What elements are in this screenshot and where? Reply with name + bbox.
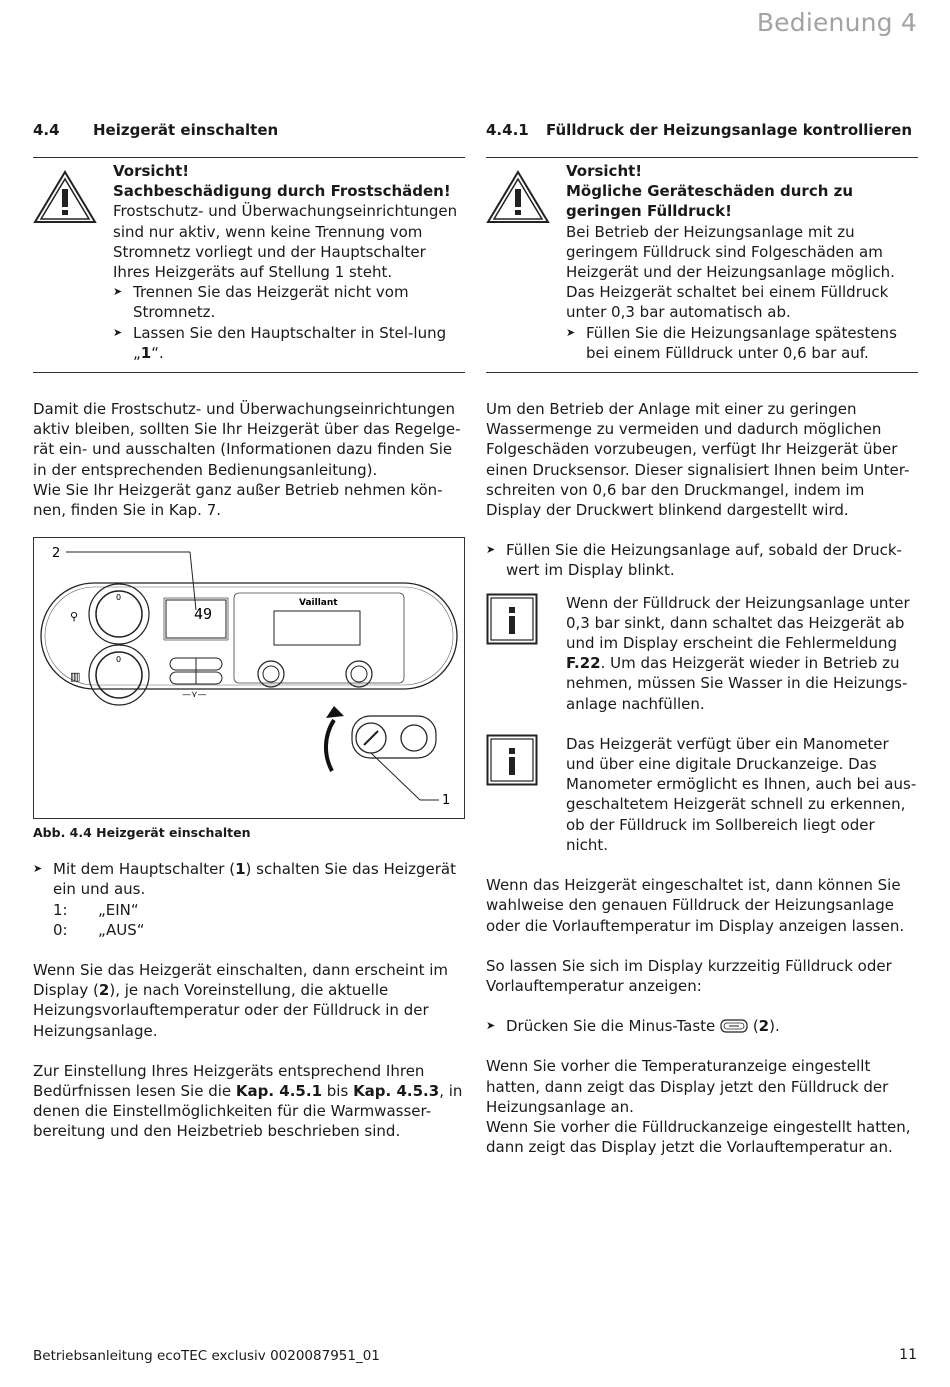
paragraph: Wenn Sie das Heizgerät einschalten, dann erscheint im Display (2), je nach Voreinstellung, die aktuelle Heizungsvorlauftemperatur oder der Fülldruck in der Heizungsanlage. [33, 961, 449, 1040]
paragraph: Zur Einstellung Ihres Heizgeräts entsprechend Ihren Bedürfnissen lesen Sie die Kap. 4.5.1 bis Kap. 4.5.3, in denen die Einstellmöglichkeiten für die Warmwasser-bereitung und den Heizbetrieb beschrieben sind. [33, 1061, 463, 1141]
warning-subtitle: Sachbeschädigung durch Frostschäden! [113, 182, 451, 201]
paragraph: So lassen Sie sich im Display kurzzeitig Fülldruck oder Vorlauftemperatur anzeigen: [486, 956, 892, 995]
figure-label-1: 1 [442, 793, 451, 809]
paragraph: Wenn Sie vorher die Fülldruckanzeige eingestellt hatten, dann zeigt das Display jetzt die Vorlauftemperatur an. [486, 1117, 911, 1157]
info-note: Das Heizgerät verfügt über ein Manometer und über eine digitale Druckanzeige. Das Manometer ermöglicht es Ihnen, auch bei aus-geschaltetem Heizgerät schnell zu erkennen, ob der Fülldruck im Sollbereich liegt oder nicht. [486, 734, 918, 855]
arrow-bullet-icon: ➤ [113, 285, 123, 299]
left-column [33, 120, 465, 1142]
radiator-icon: ▥ [70, 670, 81, 684]
paragraph: Wenn Sie vorher die Temperaturanzeige eingestellt hatten, dann zeigt das Display jetzt den Fülldruck der Heizungsanlage an. [486, 1057, 889, 1116]
warning-subtitle: Mögliche Geräteschäden durch zu geringen Fülldruck! [566, 182, 854, 221]
hot-water-icon: ⚲ [70, 610, 79, 624]
info-note: Wenn der Fülldruck der Heizungsanlage unter 0,3 bar sinkt, dann schaltet das Heizgerät ab und im Display erscheint die Fehlermeldung F.22. Um das Heizgerät wieder in Betrieb zu nehmen, müssen Sie Wasser in die Heizungs-anlage nachfüllen. [486, 593, 918, 714]
info-icon [486, 734, 538, 786]
warning-bullet: ➤ Füllen Sie die Heizungsanlage spätestens bei einem Fülldruck unter 0,6 bar auf. [566, 323, 897, 362]
section-title: Heizgerät einschalten [93, 121, 279, 139]
brand-logo: Vaillant [299, 598, 338, 609]
instruction-bullet: ➤ Drücken Sie die Minus-Taste (2). [486, 1017, 780, 1036]
paragraph: Damit die Frostschutz- und Überwachungseinrichtungen aktiv bleiben, sollten Sie Ihr Heizgerät über das Regelge-rät ein- und ausschalten (Informationen dazu finden Sie in der entsprechenden Bedienungsanleitung). [33, 400, 461, 479]
section-number: 4.4 [33, 121, 60, 139]
warning-title: Vorsicht! [113, 162, 190, 180]
paragraph: Wie Sie Ihr Heizgerät ganz außer Betrieb nehmen kön-nen, finden Sie in Kap. 7. [33, 480, 443, 520]
page-header-title: Bedienung 4 [756, 8, 917, 37]
warning-title: Vorsicht! [566, 162, 643, 180]
arrow-bullet-icon: ➤ [33, 862, 43, 876]
state-row: 0: „AUS“ [53, 920, 145, 939]
state-row: 1: „EIN“ [53, 900, 139, 919]
paragraph: Wenn das Heizgerät eingeschaltet ist, dann können Sie wahlweise den genauen Fülldruck der Heizungsanlage oder die Vorlauftemperatur im Display anzeigen lassen. [486, 876, 905, 935]
boiler-panel-figure [33, 537, 465, 819]
boiler-panel-illustration [34, 538, 464, 818]
section-heading [33, 120, 465, 157]
figure-label-2: 2 [52, 546, 61, 562]
page-number: 11 [899, 1347, 917, 1363]
footer-doc-title: Betriebsanleitung ecoTEC exclusiv 0020087951_01 [33, 1348, 380, 1364]
warning-bullet: ➤ Trennen Sie das Heizgerät nicht vom Stromnetz. [113, 283, 409, 322]
warning-text: Frostschutz- und Überwachungseinrichtungen sind nur aktiv, wenn keine Trennung vom Stromnetz vorliegt und der Hauptschalter Ihres Heizgeräts auf Stellung 1 steht. [113, 202, 458, 282]
minus-key-icon [720, 1019, 748, 1033]
instruction-bullet: ➤ Mit dem Hauptschalter (1) schalten Sie das Heizgerät ein und aus. [33, 860, 457, 899]
section-number: 4.4.1 [486, 121, 529, 139]
warning-callout [33, 157, 465, 373]
arrow-bullet-icon: ➤ [486, 1019, 496, 1033]
arrow-bullet-icon: ➤ [113, 325, 123, 339]
warning-bullet: ➤ Lassen Sie den Hauptschalter in Stel-lung „1“. [113, 323, 447, 362]
info-icon [486, 593, 538, 645]
section-heading [486, 120, 918, 157]
knob-zero-label: 0 [116, 593, 122, 603]
knob-zero-label: 0 [116, 655, 122, 665]
warning-triangle-icon [486, 169, 550, 225]
instruction-bullet: ➤ Füllen Sie die Heizungsanlage auf, sobald der Druck-wert im Display blinkt. [486, 541, 902, 580]
section-title: Fülldruck der Heizungsanlage kontrollieren [546, 121, 912, 139]
arrow-bullet-icon: ➤ [486, 543, 496, 557]
warning-callout [486, 157, 918, 373]
arrow-bullet-icon: ➤ [566, 325, 576, 339]
warning-text: Bei Betrieb der Heizungsanlage mit zu geringem Fülldruck sind Folgeschäden am Heizgerät und der Heizungsanlage möglich. Das Heizgerät schaltet bei einem Fülldruck unter 0,3 bar automatisch ab. [566, 222, 895, 322]
display-value: 49 [194, 605, 213, 624]
svg-text:—⋎—: —⋎— [182, 690, 207, 701]
figure-caption: Abb. 4.4 Heizgerät einschalten [33, 825, 251, 841]
paragraph: Um den Betrieb der Anlage mit einer zu geringen Wassermenge zu vermeiden und dadurch möglichen Folgeschäden vorzubeugen, verfügt Ihr Heizgerät über einen Drucksensor. Dieser signalisiert Ihnen beim Unter-schreiten von 0,6 bar den Druckmangel, indem im Display der Druckwert blinkend dargestellt wird. [486, 400, 910, 520]
warning-triangle-icon [33, 169, 97, 225]
right-column [486, 120, 918, 1157]
